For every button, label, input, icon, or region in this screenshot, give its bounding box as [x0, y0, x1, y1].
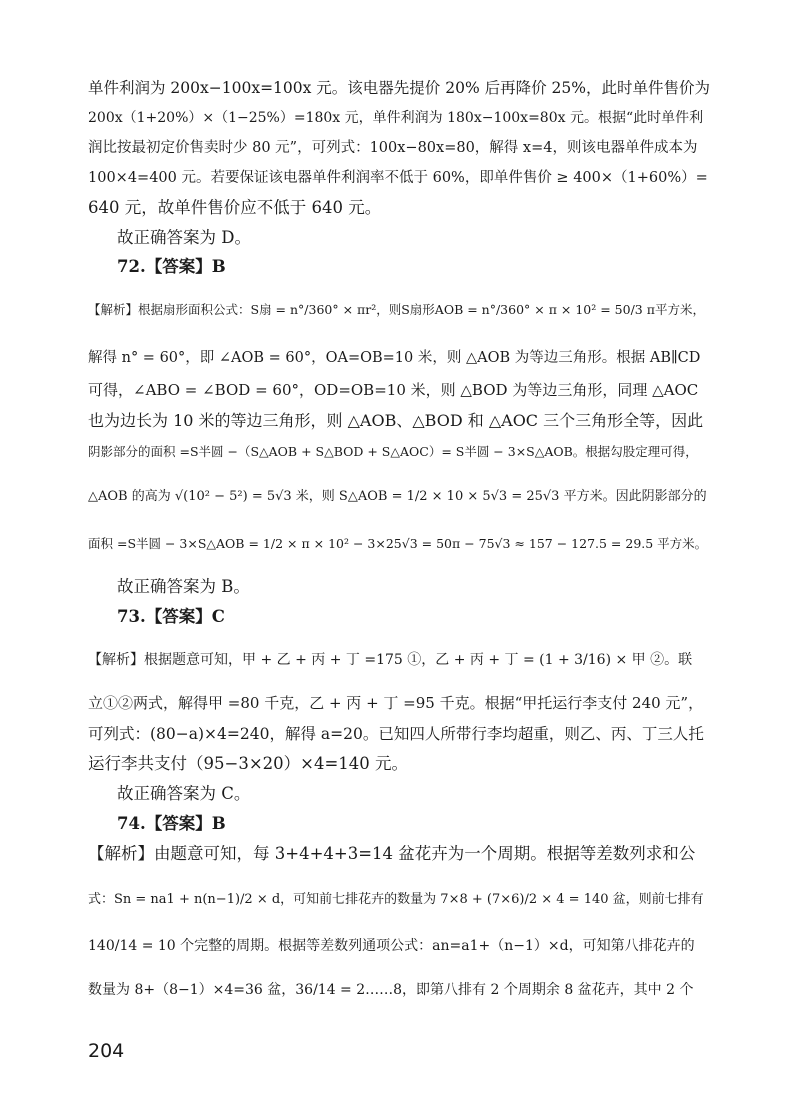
text-line: 数量为 8+（8−1）×4=36 盆，36/14 = 2……8，即第八排有 2 个周期余 8 盆花卉，其中 2 个	[88, 982, 694, 998]
text-line: 140/14 = 10 个完整的周期。根据等差数列通项公式：an=a1+（n−1）×d，可知第八排花卉的	[88, 938, 695, 954]
text-line: 故正确答案为 D。	[117, 228, 251, 247]
text-line: 故正确答案为 C。	[117, 784, 251, 803]
text-line: 运行李共支付（95−3×20）×4=140 元。	[88, 754, 409, 773]
text-line: 200x（1+20%）×（1−25%）=180x 元，单件利润为 180x−100x=80x 元。根据“此时单件利	[88, 110, 704, 126]
text-line: 面积 =S半圆 − 3×S△AOB = 1/2 × π × 10² − 3×25√3 = 50π − 75√3 ≈ 157 − 127.5 = 29.5 平方米。	[88, 536, 708, 551]
text-line: 阴影部分的面积 =S半圆 −（S△AOB + S△BOD + S△AOC）= S半圆 − 3×S△AOB。根据勾股定理可得，	[88, 444, 698, 459]
text-line: 100×4=400 元。若要保证该电器单件利润率不低于 60%，即单件售价 ≥ 400×（1+60%）=	[88, 170, 708, 186]
text-line: 【解析】根据题意可知，甲 + 乙 + 丙 + 丁 =175 ①，乙 + 丙 + 丁 = (1 + 3/16) × 甲 ②。联	[88, 652, 693, 668]
text-line: 故正确答案为 B。	[117, 577, 250, 596]
text-line: 解得 n° = 60°，即 ∠AOB = 60°，OA=OB=10 米，则 △AOB 为等边三角形。根据 AB∥CD	[88, 350, 701, 366]
text-line: 【解析】由题意可知，每 3+4+4+3=14 盆花卉为一个周期。根据等差数列求和公	[88, 844, 696, 863]
text-line: 640 元，故单件售价应不低于 640 元。	[88, 198, 382, 217]
text-line: 立①②两式，解得甲 =80 千克，乙 + 丙 + 丁 =95 千克。根据“甲托运行李支付 240 元”，	[88, 694, 704, 712]
text-line: 【解析】根据扇形面积公式：S扇 = n°/360° × πr²，则S扇形AOB = n°/360° × π × 10² = 50/3 π平方米，	[88, 302, 705, 317]
text-line: 单件利润为 200x−100x=100x 元。该电器先提价 20% 后再降价 25%，此时单件售价为	[88, 79, 710, 97]
text-line: △AOB 的高为 √(10² − 5²) = 5√3 米，则 S△AOB = 1/2 × 10 × 5√3 = 25√3 平方米。因此阴影部分的	[88, 489, 707, 504]
text-line: 也为边长为 10 米的等边三角形，则 △AOB、△BOD 和 △AOC 三个三角形全等，因此	[88, 411, 704, 430]
text-line: 可列式：(80−a)×4=240，解得 a=20。已知四人所带行李均超重，则乙、丙、丁三人托	[88, 725, 704, 743]
text-line: 式：Sn = na1 + n(n−1)/2 × d，可知前七排花卉的数量为 7×8 + (7×6)/2 × 4 = 140 盆，则前七排有	[88, 892, 704, 907]
text-line: 可得，∠ABO = ∠BOD = 60°，OD=OB=10 米，则 △BOD 为等边三角形，同理 △AOC	[88, 381, 699, 399]
answer-heading: 74.【答案】B	[117, 814, 226, 833]
page-number: 204	[88, 1040, 125, 1062]
answer-heading: 73.【答案】C	[117, 607, 225, 626]
text-line: 润比按最初定价售卖时少 80 元”，可列式：100x−80x=80，解得 x=4，则该电器单件成本为	[88, 140, 698, 156]
answer-heading: 72.【答案】B	[117, 257, 226, 276]
